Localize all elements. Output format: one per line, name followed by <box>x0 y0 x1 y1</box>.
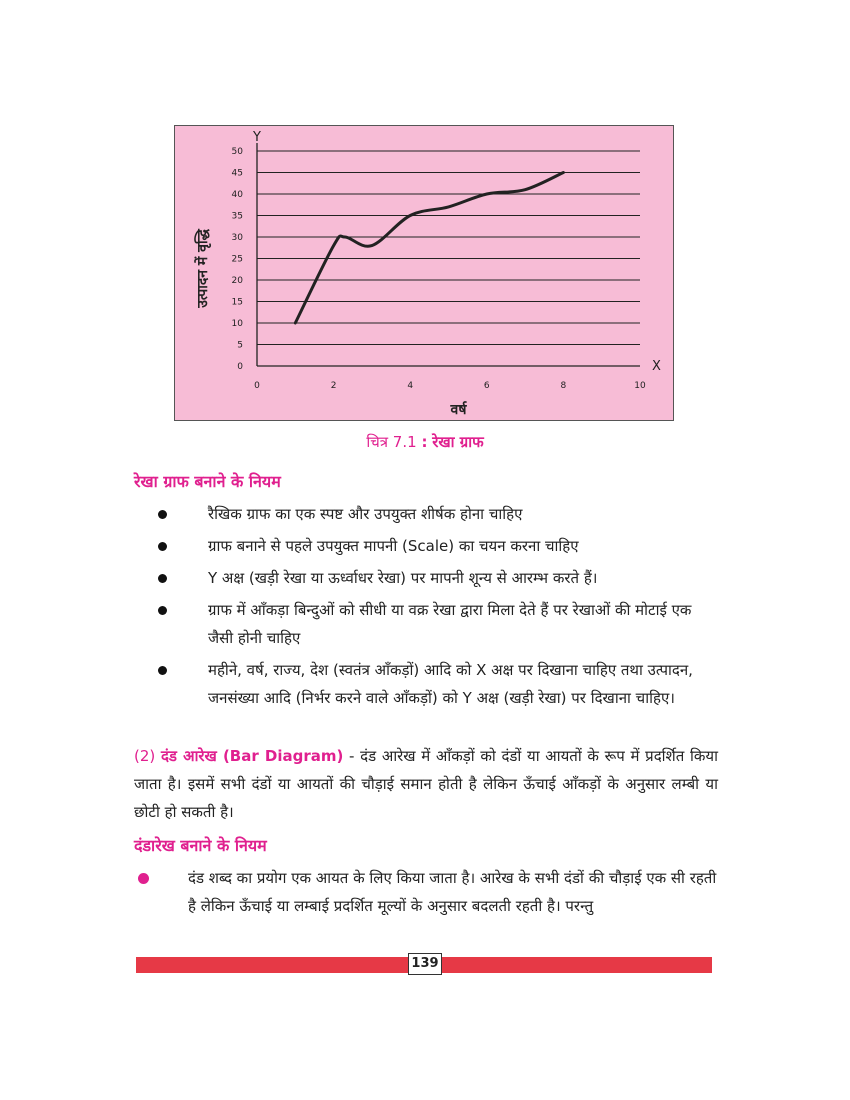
bar-diagram-paragraph <box>134 742 718 826</box>
bullet-dot-icon <box>138 873 149 884</box>
x-axis-title: वर्ष <box>450 402 467 418</box>
list-item-text: ग्राफ बनाने से पहले उपयुक्त मापनी (Scale) का चयन करना चाहिए <box>208 537 579 555</box>
line-rules-heading: रेखा ग्राफ बनाने के नियम <box>134 472 281 491</box>
line-rules-list <box>158 500 718 712</box>
y-tick-label: 20 <box>231 276 243 286</box>
list-item-text: Y अक्ष (खड़ी रेखा या ऊर्ध्वाधर रेखा) पर मापनी शून्य से आरम्भ करते हैं। <box>208 569 598 587</box>
line-graph-svg <box>175 126 675 422</box>
bullet-dot-icon <box>158 606 167 615</box>
bullet-dot-icon <box>158 574 167 583</box>
list-item <box>158 532 718 560</box>
y-tick-label: 15 <box>231 297 243 308</box>
bullet-dot-icon <box>158 510 167 519</box>
list-item <box>138 864 718 920</box>
y-tick-label: 0 <box>237 362 243 372</box>
x-tick-label: 6 <box>483 381 490 391</box>
list-item <box>158 500 718 528</box>
x-tick-label: 10 <box>634 381 646 391</box>
caption-separator: : <box>421 433 428 451</box>
bullet-dot-icon <box>158 666 167 675</box>
line-graph-figure <box>174 125 674 421</box>
x-tick-label: 4 <box>407 381 414 391</box>
data-series-line <box>295 173 563 324</box>
y-tick-label: 35 <box>231 211 243 222</box>
list-item-text: रैखिक ग्राफ का एक स्पष्ट और उपयुक्त शीर्षक होना चाहिए <box>208 505 523 523</box>
y-tick-label: 10 <box>231 319 243 329</box>
bullet-dot-icon <box>158 542 167 551</box>
y-tick-label: 50 <box>231 147 243 157</box>
section-text: - दंड आरेख में आँकड़ों को दंडों या आयतों के रूप में प्रदर्शित किया जाता है। इसमें सभी दंडों या आयतों की चौड़ाई समान होती है लेकिन ऊँचाई आँकड़ों के अनुसार लम्बी या छोटी हो सकती है। <box>134 747 718 821</box>
y-axis-letter: Y <box>253 130 261 145</box>
list-item-text: ग्राफ में आँकड़ा बिन्दुओं को सीधी या वक्र रेखा द्वारा मिला देते हैं पर रेखाओं की मोटाई एक जैसी होनी चाहिए <box>208 601 692 647</box>
y-tick-label: 30 <box>231 233 243 243</box>
x-axis-letter: X <box>652 359 661 374</box>
section-number: (2) <box>134 747 156 765</box>
y-tick-label: 45 <box>231 168 243 179</box>
y-tick-label: 5 <box>237 340 243 351</box>
list-item <box>158 656 718 712</box>
figure-caption <box>0 432 850 452</box>
list-item <box>158 596 718 652</box>
y-axis-title: उत्पादन में वृद्धि <box>195 229 211 308</box>
y-tick-label: 25 <box>231 254 243 265</box>
list-item-text: दंड शब्द का प्रयोग एक आयत के लिए किया जाता है। आरेख के सभी दंडों की चौड़ाई एक सी रहती है लेकिन ऊँचाई या लम्बाई प्रदर्शित मूल्यों के अनुसार बदलती रहती है। परन्तु <box>188 869 717 915</box>
list-item-text: महीने, वर्ष, राज्य, देश (स्वतंत्र आँकड़ों) आदि को X अक्ष पर दिखाना चाहिए तथा उत्पादन, जनसंख्या आदि (निर्भर करने वाले आँकड़ों) को Y अक्ष (खड़ी रेखा) पर दिखाना चाहिए। <box>208 661 693 707</box>
page-number: 139 <box>408 953 442 975</box>
x-tick-label: 2 <box>330 381 337 391</box>
x-tick-label: 8 <box>560 381 567 391</box>
bar-rules-heading: दंडारेख बनाने के नियम <box>134 836 267 855</box>
y-tick-label: 40 <box>231 190 243 200</box>
bar-rules-list <box>138 864 718 920</box>
x-tick-label: 0 <box>254 381 260 391</box>
caption-label: चित्र 7.1 <box>366 433 417 451</box>
section-term: दंड आरेख (Bar Diagram) <box>160 747 344 765</box>
caption-title: रेखा ग्राफ <box>432 433 484 451</box>
list-item <box>158 564 718 592</box>
